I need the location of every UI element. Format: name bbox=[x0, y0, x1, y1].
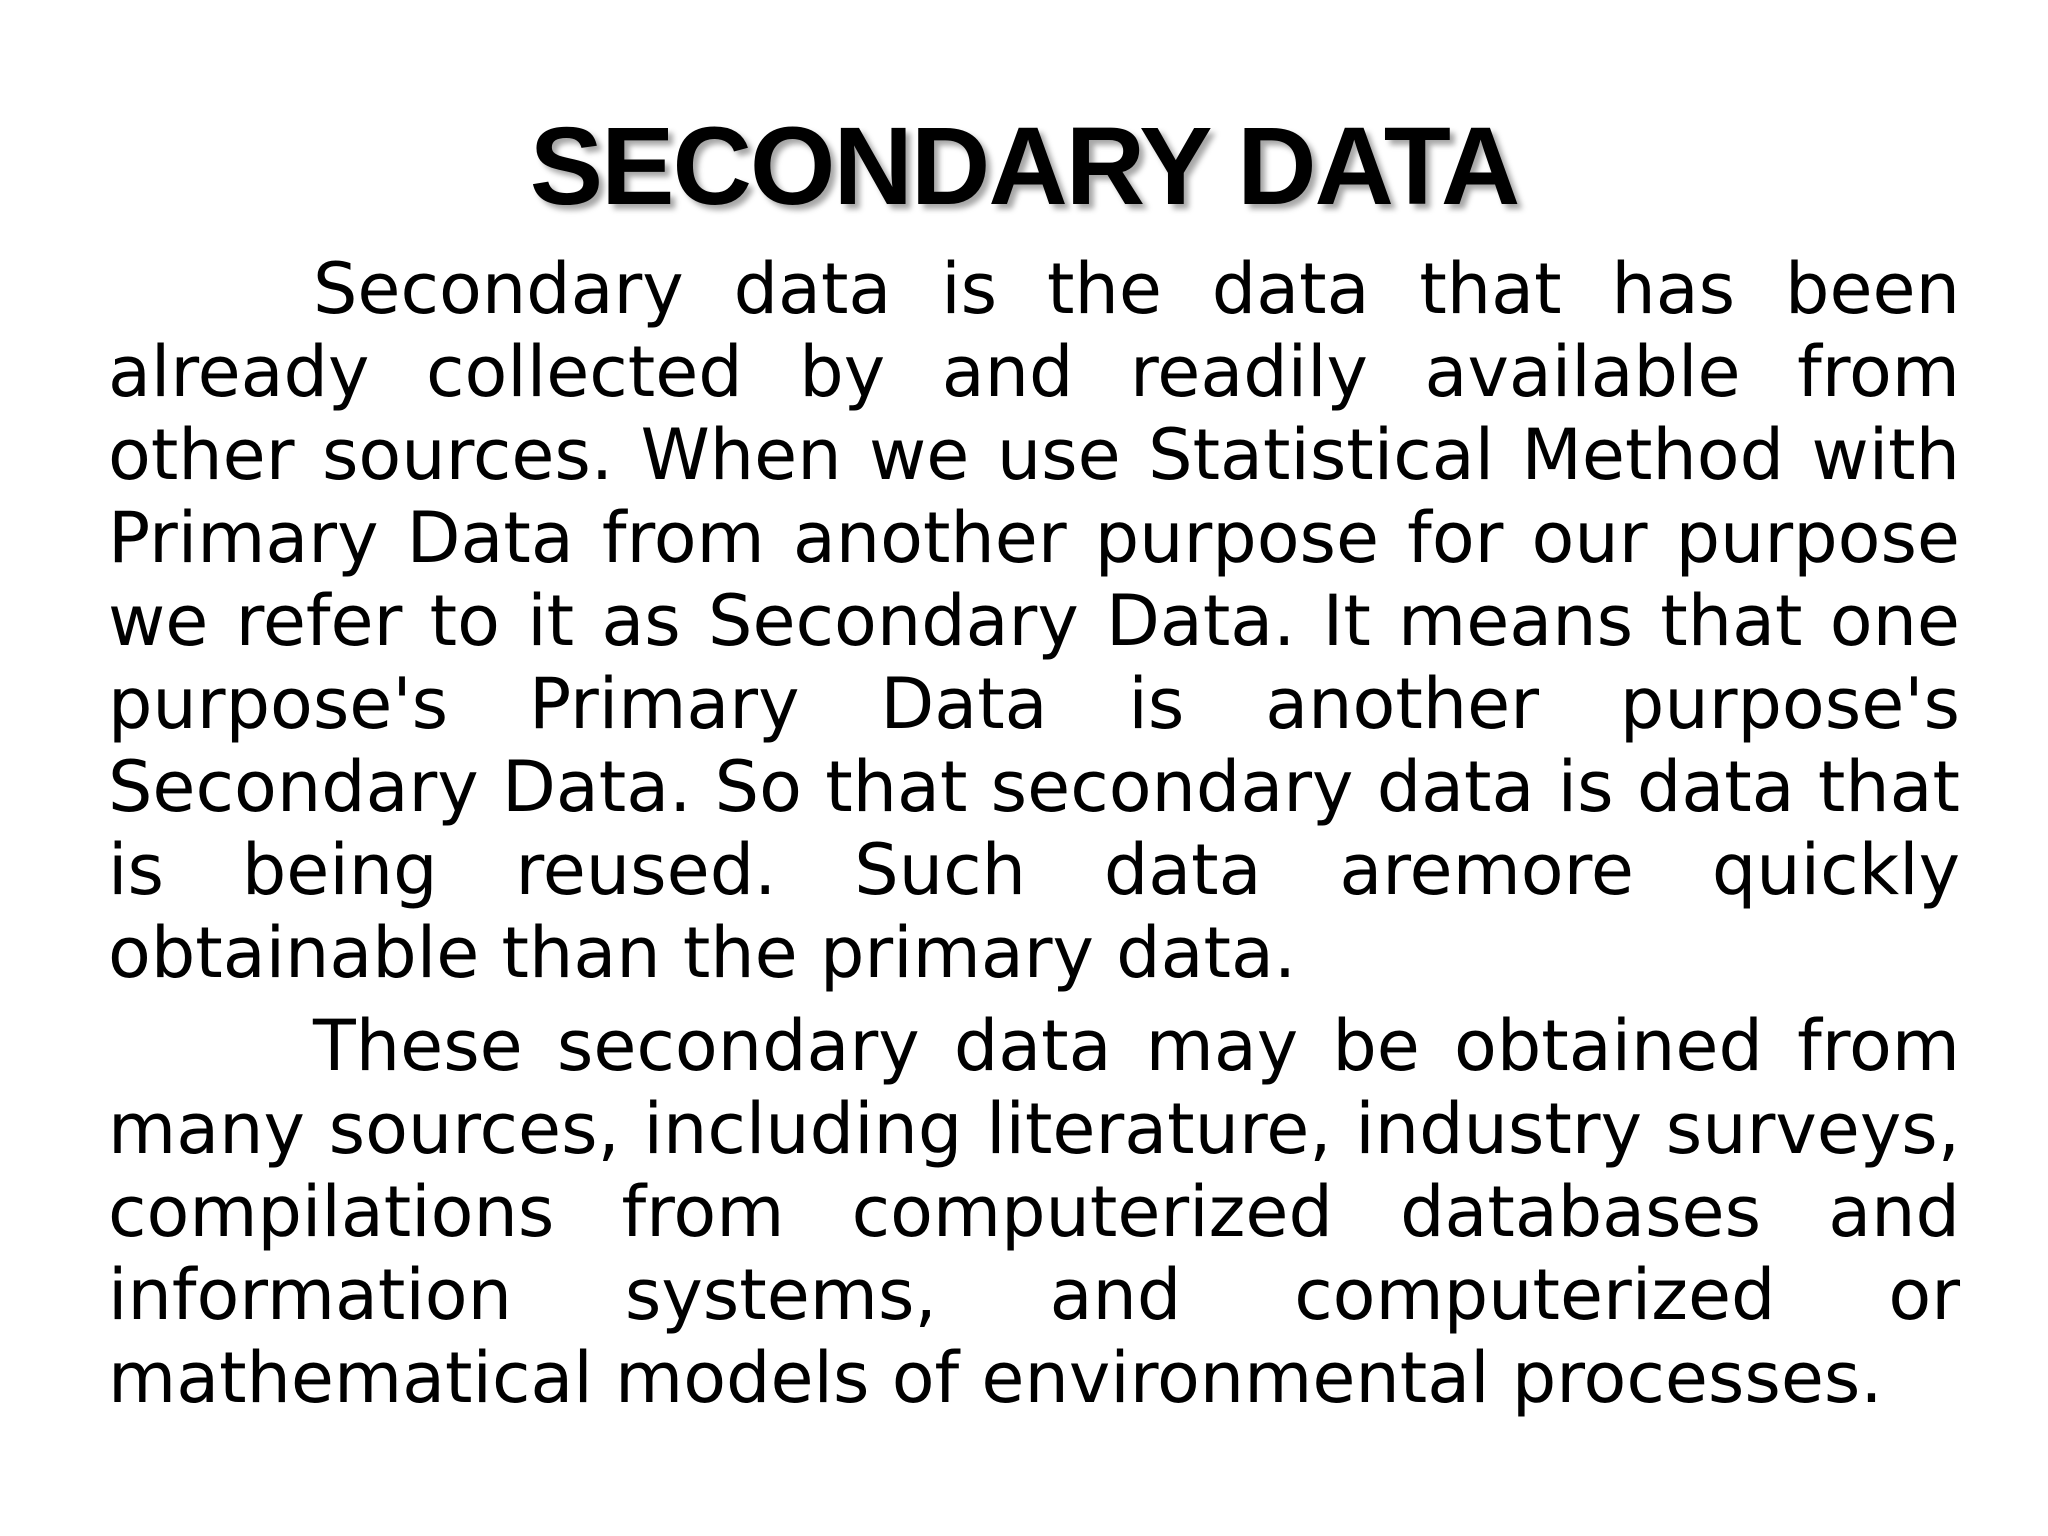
slide-body bbox=[108, 248, 1960, 1430]
body-paragraph-2: These secondary data may be obtained from many sources, including literature, industry surveys, compilations from computerized databases and information systems, and computerized or mathematical models of environmental processes. bbox=[108, 1005, 1960, 1419]
body-paragraph-1: Secondary data is the data that has been already collected by and readily available from other sources. When we use Statistical Method with Primary Data from another purpose for our purpose we refer to it as Secondary Data. It means that one purpose's Primary Data is another purpose's Secondary Data. So that secondary data is data that is being reused. Such data aremore quickly obtainable than the primary data. bbox=[108, 248, 1960, 994]
slide-title: SECONDARY DATA bbox=[529, 105, 1519, 228]
